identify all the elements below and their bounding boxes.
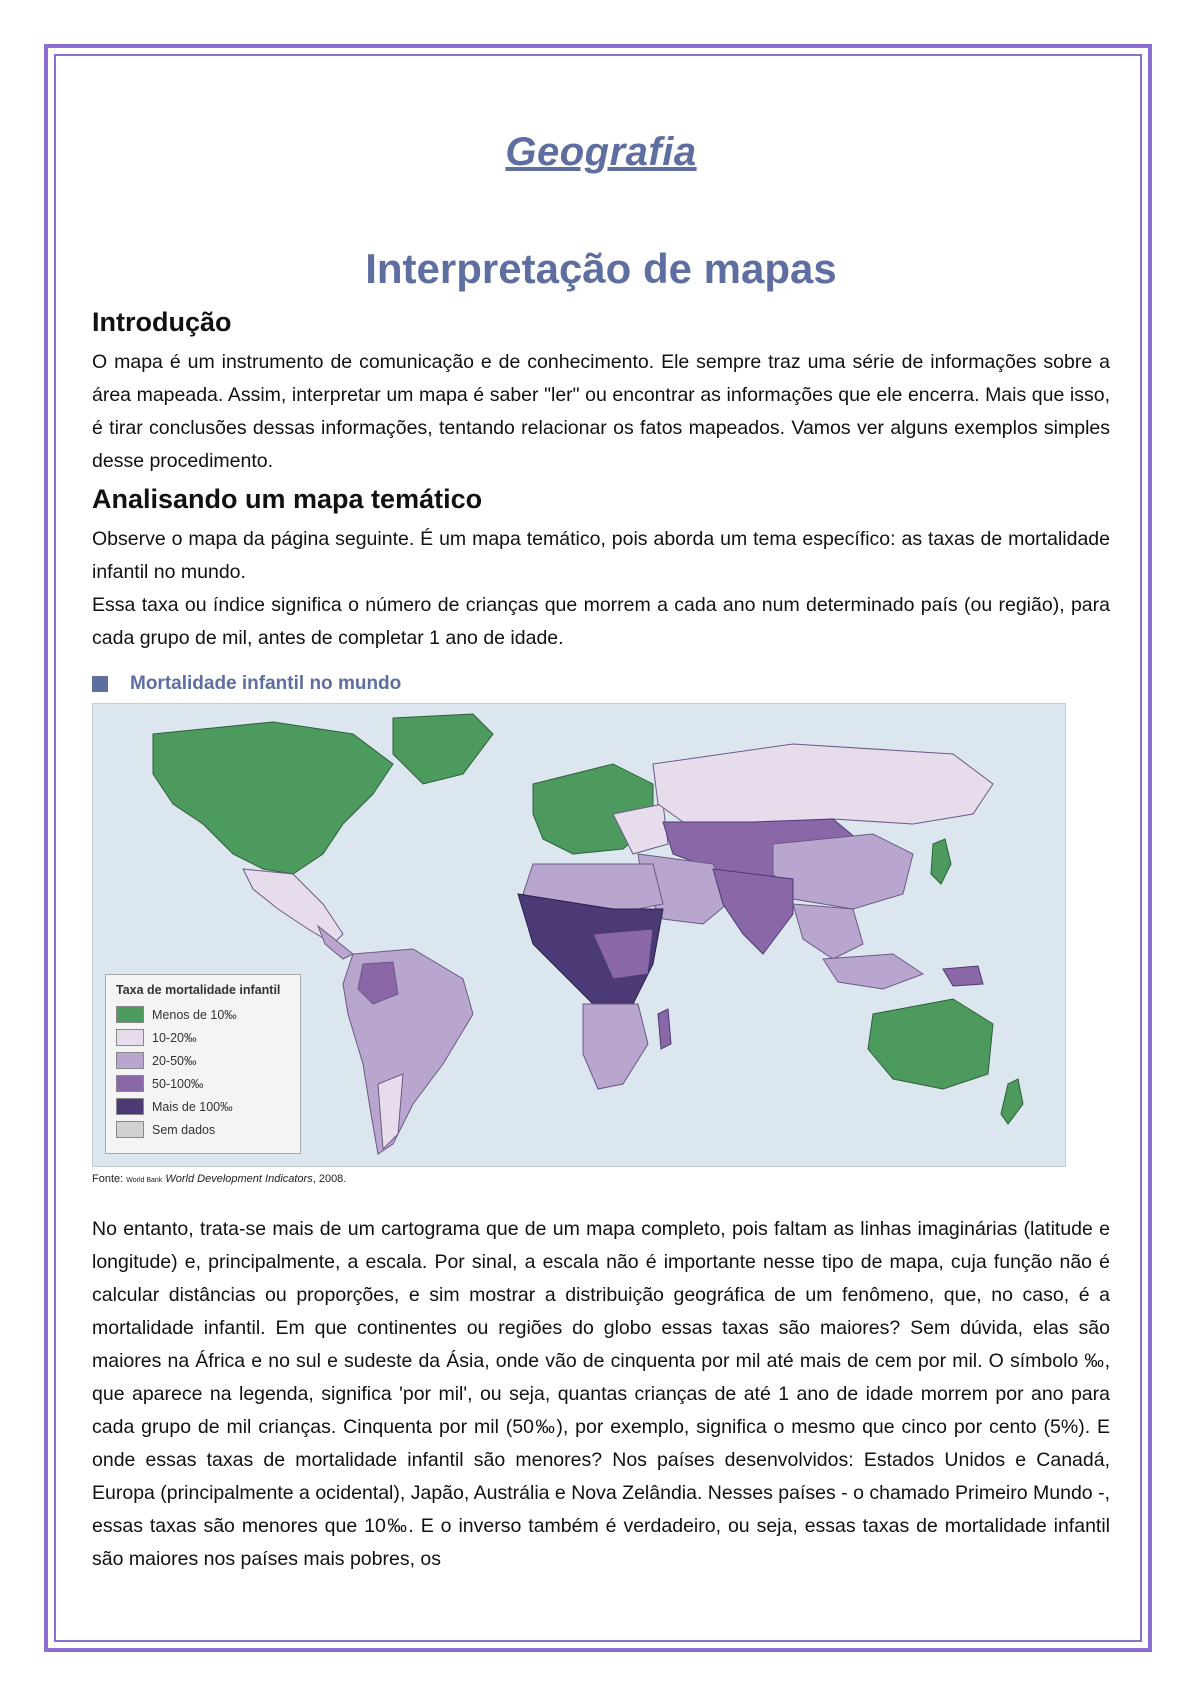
- south-asia-shape: [713, 869, 793, 954]
- new-zealand-shape: [1001, 1079, 1023, 1124]
- central-america-shape: [243, 869, 343, 944]
- legend-swatch: [116, 1121, 144, 1138]
- legend-item: [116, 1072, 290, 1095]
- japan-shape: [931, 839, 951, 884]
- subject-title: Geografia: [505, 130, 697, 174]
- analysis-paragraph-1: Observe o mapa da página seguinte. É um mapa temático, pois aborda um tema específico: as taxas de mortalidade infantil no mundo.: [92, 528, 1110, 583]
- legend-label: Menos de 10‰: [152, 1007, 237, 1022]
- map-title: Mortalidade infantil no mundo: [130, 673, 402, 694]
- legend-swatch: [116, 1006, 144, 1023]
- legend-swatch: [116, 1075, 144, 1092]
- source-year: , 2008.: [312, 1173, 347, 1185]
- southeast-asia-shape: [793, 904, 863, 959]
- map-legend: [105, 974, 301, 1154]
- legend-swatch: [116, 1098, 144, 1115]
- china-shape: [773, 834, 913, 909]
- map-source: [92, 1173, 1110, 1185]
- africa-south-shape: [583, 1004, 648, 1089]
- intro-heading: Introdução: [92, 307, 232, 337]
- source-prefix: Fonte:: [92, 1173, 124, 1185]
- map-caption: [92, 673, 1110, 695]
- world-map: [92, 703, 1066, 1167]
- analysis-heading: Analisando um mapa temático: [92, 484, 483, 514]
- legend-item: [116, 1095, 290, 1118]
- body-paragraph: No entanto, trata-se mais de um cartograma que de um mapa completo, pois faltam as linhas imaginárias (latitude e longitude) e, principalmente, a escala. Por sinal, a escala não é importante nesse tipo de mapa, cuja função não é calcular distâncias ou proporções, e sim mostrar a distribuição geográfica de um fenômeno, que, no caso, é a mortalidade infantil. Em que continentes ou regiões do globo essas taxas são maiores? Sem dúvida, elas são maiores na África e no sul e sudeste da Ásia, onde vão de cinquenta por mil até mais de cem por mil. O símbolo ‰, que aparece na legenda, significa 'por mil', ou seja, quantas crianças de até 1 ano de idade morrem por ano para cada grupo de mil crianças. Cinquenta por mil (50‰), por exemplo, significa o mesmo que cinco por cento (5%). E onde essas taxas de mortalidade infantil são menores? Nos países desenvolvidos: Estados Unidos e Canadá, Europa (principalmente a ocidental), Japão, Austrália e Nova Zelândia. Nesses países - o chamado Primeiro Mundo -, essas taxas são menores que 10‰. E o inverso também é verdadeiro, ou seja, essas taxas de mortalidade infantil são maiores nos países mais pobres, os: [92, 1218, 1110, 1570]
- analysis-paragraph-2: Essa taxa ou índice significa o número de crianças que morrem a cada ano num determinado país (ou região), para cada grupo de mil, antes de completar 1 ano de idade.: [92, 594, 1110, 649]
- page-title: Interpretação de mapas: [365, 245, 837, 292]
- legend-item: [116, 1049, 290, 1072]
- legend-label: 10-20‰: [152, 1030, 197, 1045]
- north-america-shape: [153, 722, 393, 874]
- russia-shape: [653, 744, 993, 824]
- legend-label: 50-100‰: [152, 1076, 204, 1091]
- legend-title: Taxa de mortalidade infantil: [116, 983, 281, 997]
- document-content: [92, 130, 1110, 1576]
- legend-swatch: [116, 1029, 144, 1046]
- legend-swatch: [116, 1052, 144, 1069]
- legend-label: Mais de 100‰: [152, 1099, 233, 1114]
- australia-shape: [868, 999, 993, 1089]
- caption-square-icon: [92, 676, 108, 692]
- source-title: World Development Indicators: [165, 1173, 313, 1185]
- legend-label: Sem dados: [152, 1122, 216, 1137]
- legend-item: [116, 1118, 290, 1141]
- legend-item: [116, 1003, 290, 1026]
- greenland-shape: [393, 714, 493, 784]
- legend-item: [116, 1026, 290, 1049]
- source-organization: World Bank: [126, 1177, 163, 1184]
- intro-paragraph: O mapa é um instrumento de comunicação e de conhecimento. Ele sempre traz uma série de informações sobre a área mapeada. Assim, interpretar um mapa é saber "ler" ou encontrar as informações que ele encerra. Mais que isso, é tirar conclusões dessas informações, tentando relacionar os fatos mapeados. Vamos ver alguns exemplos simples desse procedimento.: [92, 351, 1110, 472]
- legend-label: 20-50‰: [152, 1053, 197, 1068]
